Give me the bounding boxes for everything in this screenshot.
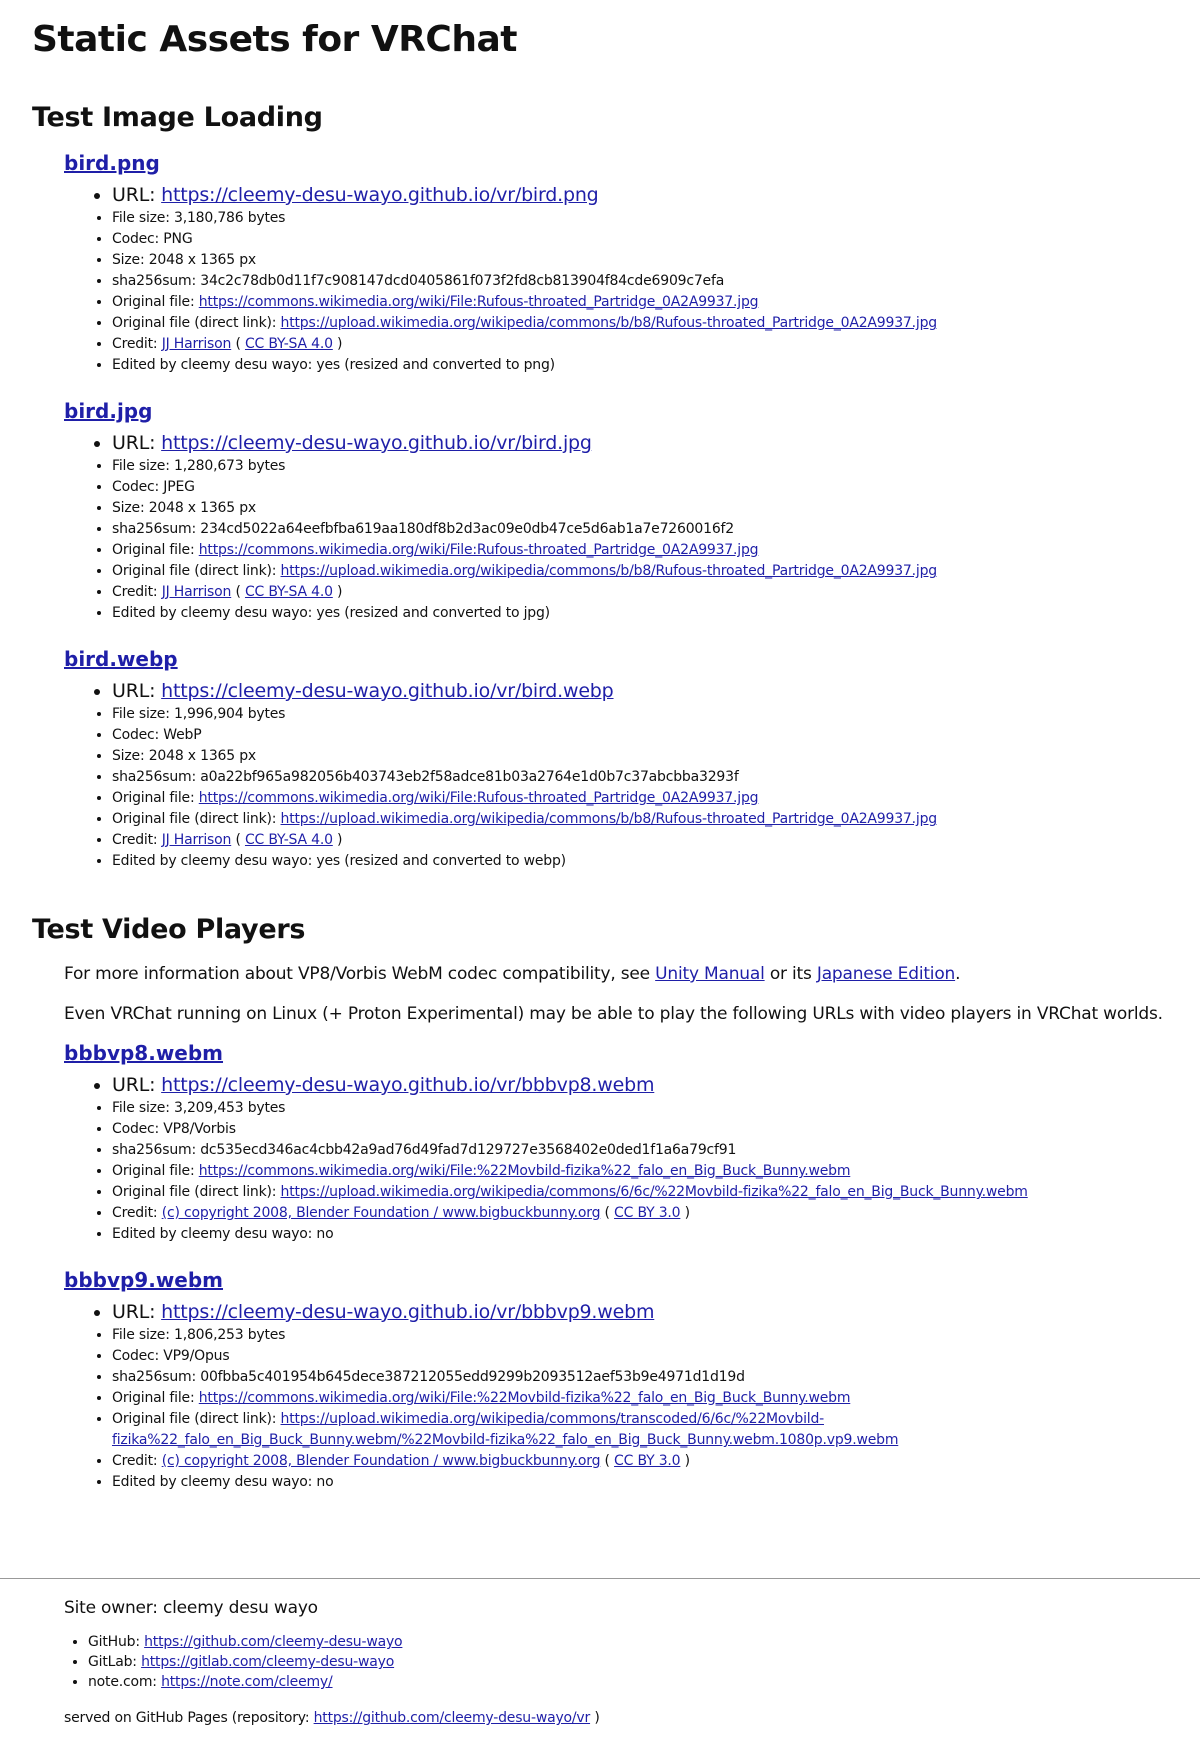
credit-author-link[interactable]: (c) copyright 2008, Blender Foundation / www.bigbuckbunny.org: [161, 1205, 601, 1221]
edited-item: • Edited by cleemy desu wayo: no: [112, 1472, 1200, 1493]
asset-heading: [64, 150, 1200, 176]
asset-anchor-link[interactable]: bird.png: [64, 151, 160, 175]
original-label: Original file:: [112, 294, 195, 310]
credit-label: Credit:: [112, 584, 158, 600]
footer-link-note: [88, 1672, 1200, 1692]
videos-section: [64, 962, 1200, 1493]
license-link[interactable]: CC BY-SA 4.0: [244, 832, 333, 848]
sha256-item: • sha256sum: 00fbba5c401954b645dece387212055edd9299b2093512aef53b9e4971d1d19d: [112, 1367, 1200, 1388]
original-label: Original file:: [112, 1390, 195, 1406]
url-item: [112, 430, 1200, 456]
original-file-item: [112, 292, 1200, 313]
direct-file-link[interactable]: https://upload.wikimedia.org/wikipedia/commons/b/b8/Rufous-throated_Partridge_0A2A9937.jpg: [280, 315, 937, 331]
url-label: URL:: [112, 184, 156, 206]
footer-link-github: [88, 1632, 1200, 1652]
direct-link-line1: https://upload.wikimedia.org/wikipedia/commons/transcoded/6/6c/%22Movbild-: [280, 1411, 824, 1427]
credit-item: • Credit: JJ Harrison ( CC BY-SA 4.0 ): [112, 830, 1200, 851]
served-on-text: [64, 1708, 1200, 1728]
codec-item: • Codec: VP8/Vorbis: [112, 1119, 1200, 1140]
url-item: [112, 1072, 1200, 1098]
credit-label: Credit:: [112, 832, 158, 848]
original-file-item: [112, 1161, 1200, 1182]
info-text: For more information about VP8/Vorbis WebM codec compatibility, see: [64, 964, 650, 984]
served-suffix: ): [594, 1710, 600, 1726]
footer-link-gitlab: [88, 1652, 1200, 1672]
info-text: .: [955, 964, 961, 984]
gitlab-link[interactable]: https://gitlab.com/cleemy-desu-wayo: [141, 1654, 395, 1670]
images-section: [64, 150, 1200, 872]
asset-bird-png: [64, 150, 1200, 376]
direct-file-link[interactable]: https://upload.wikimedia.org/wikipedia/commons/6/6c/%22Movbild-fizika%22_falo_en_Big_Buck_Bunny.webm: [280, 1184, 1028, 1200]
original-file-item: [112, 788, 1200, 809]
direct-link-line2: fizika%22_falo_en_Big_Buck_Bunny.webm/%22Movbild-fizika%22_falo_en_Big_Buck_Bunny.webm.1080p.vp9.webm: [112, 1432, 899, 1448]
original-label: Original file:: [112, 542, 195, 558]
file-size-item: • File size: 3,209,453 bytes: [112, 1098, 1200, 1119]
asset-anchor-link[interactable]: bbbvp9.webm: [64, 1268, 224, 1292]
direct-label: Original file (direct link):: [112, 563, 277, 579]
page-title: Static Assets for VRChat: [32, 19, 517, 60]
direct-link-item: [112, 809, 1200, 830]
footer-link-label: note.com:: [88, 1674, 157, 1690]
footer-separator: [0, 1578, 1200, 1579]
codec-item: • Codec: VP9/Opus: [112, 1346, 1200, 1367]
direct-file-link[interactable]: https://upload.wikimedia.org/wikipedia/commons/b/b8/Rufous-throated_Partridge_0A2A9937.jpg: [280, 563, 937, 579]
file-size-item: • File size: 3,180,786 bytes: [112, 208, 1200, 229]
edited-item: • Edited by cleemy desu wayo: yes (resized and converted to jpg): [112, 603, 1200, 624]
original-file-link[interactable]: https://commons.wikimedia.org/wiki/File:%22Movbild-fizika%22_falo_en_Big_Buck_Bunny.webm: [198, 1163, 851, 1179]
original-file-item: [112, 540, 1200, 561]
asset-anchor-link[interactable]: bird.webp: [64, 647, 178, 671]
codec-item: • Codec: WebP: [112, 725, 1200, 746]
url-label: URL:: [112, 432, 156, 454]
credit-item: • Credit: JJ Harrison ( CC BY-SA 4.0 ): [112, 582, 1200, 603]
size-item: • Size: 2048 x 1365 px: [112, 498, 1200, 519]
url-link[interactable]: https://cleemy-desu-wayo.github.io/vr/bird.jpg: [161, 432, 592, 454]
edited-item: • Edited by cleemy desu wayo: no: [112, 1224, 1200, 1245]
asset-details-list: [64, 182, 1200, 376]
url-link[interactable]: https://cleemy-desu-wayo.github.io/vr/bbbvp8.webm: [161, 1074, 655, 1096]
credit-label: Credit:: [112, 336, 158, 352]
asset-details-list: [64, 678, 1200, 872]
footer-links-list: [64, 1632, 1200, 1692]
credit-author-link[interactable]: JJ Harrison: [161, 584, 232, 600]
original-file-item: [112, 1388, 1200, 1409]
edited-item: • Edited by cleemy desu wayo: yes (resized and converted to webp): [112, 851, 1200, 872]
footer: [64, 1596, 1200, 1728]
direct-file-link[interactable]: https://upload.wikimedia.org/wikipedia/commons/b/b8/Rufous-throated_Partridge_0A2A9937.jpg: [280, 811, 937, 827]
original-file-link[interactable]: https://commons.wikimedia.org/wiki/File:Rufous-throated_Partridge_0A2A9937.jpg: [198, 542, 759, 558]
footer-link-label: GitHub:: [88, 1634, 140, 1650]
direct-link-item: [112, 313, 1200, 334]
codec-item: • Codec: PNG: [112, 229, 1200, 250]
credit-label: Credit:: [112, 1453, 158, 1469]
direct-link-item: [112, 1409, 1200, 1451]
sha256-item: • sha256sum: 34c2c78db0d11f7c908147dcd0405861f073f2fd8cb813904f84cde6909c7efa: [112, 271, 1200, 292]
url-item: [112, 678, 1200, 704]
repository-link[interactable]: https://github.com/cleemy-desu-wayo/vr: [313, 1710, 591, 1726]
url-link[interactable]: https://cleemy-desu-wayo.github.io/vr/bbbvp9.webm: [161, 1301, 655, 1323]
sha256-item: • sha256sum: a0a22bf965a982056b403743eb2f58adce81b03a2764e1d0b7c37abcbba3293f: [112, 767, 1200, 788]
direct-label: Original file (direct link):: [112, 1184, 277, 1200]
japanese-edition-link[interactable]: Japanese Edition: [816, 964, 956, 984]
direct-link-item: [112, 1182, 1200, 1203]
url-item: [112, 182, 1200, 208]
asset-anchor-link[interactable]: bbbvp8.webm: [64, 1041, 224, 1065]
note-link[interactable]: https://note.com/cleemy/: [161, 1674, 333, 1690]
footer-link-label: GitLab:: [88, 1654, 137, 1670]
license-link[interactable]: CC BY 3.0: [614, 1205, 681, 1221]
size-item: • Size: 2048 x 1365 px: [112, 746, 1200, 767]
original-label: Original file:: [112, 1163, 195, 1179]
sha256-item: • sha256sum: dc535ecd346ac4cbb42a9ad76d49fad7d129727e3568402e0ded1f1a6a79cf91: [112, 1140, 1200, 1161]
url-item: [112, 1299, 1200, 1325]
asset-heading: [64, 1267, 1200, 1293]
license-link[interactable]: CC BY-SA 4.0: [244, 336, 333, 352]
site-owner: Site owner: cleemy desu wayo: [64, 1598, 318, 1618]
images-section-heading: Test Image Loading: [32, 102, 323, 133]
asset-anchor-link[interactable]: bird.jpg: [64, 399, 153, 423]
direct-label: Original file (direct link):: [112, 1411, 277, 1427]
credit-author-link[interactable]: JJ Harrison: [161, 832, 232, 848]
url-label: URL:: [112, 680, 156, 702]
unity-manual-link[interactable]: Unity Manual: [655, 964, 765, 984]
original-file-link[interactable]: https://commons.wikimedia.org/wiki/File:Rufous-throated_Partridge_0A2A9937.jpg: [198, 294, 759, 310]
credit-label: Credit:: [112, 1205, 158, 1221]
github-link[interactable]: https://github.com/cleemy-desu-wayo: [144, 1634, 403, 1650]
asset-heading: [64, 398, 1200, 424]
asset-details-list: [64, 1072, 1200, 1245]
asset-bird-webp: [64, 646, 1200, 872]
credit-author-link[interactable]: JJ Harrison: [161, 336, 232, 352]
url-link[interactable]: https://cleemy-desu-wayo.github.io/vr/bird.webp: [161, 680, 614, 702]
direct-label: Original file (direct link):: [112, 811, 277, 827]
asset-heading: [64, 646, 1200, 672]
file-size-item: • File size: 1,996,904 bytes: [112, 704, 1200, 725]
direct-link-item: [112, 561, 1200, 582]
original-label: Original file:: [112, 790, 195, 806]
file-size-item: • File size: 1,280,673 bytes: [112, 456, 1200, 477]
served-prefix: served on GitHub Pages (repository:: [64, 1710, 310, 1726]
credit-item: • Credit: JJ Harrison ( CC BY-SA 4.0 ): [112, 334, 1200, 355]
asset-bbbvp9-webm: [64, 1267, 1200, 1493]
sha256-item: • sha256sum: 234cd5022a64eefbfba619aa180df8b2d3ac09e0db47ce5d6ab1a7e7260016f2: [112, 519, 1200, 540]
info-text: or its: [769, 964, 812, 984]
credit-item: • Credit: (c) copyright 2008, Blender Foundation / www.bigbuckbunny.org ( CC BY 3.0 ): [112, 1203, 1200, 1224]
asset-details-list: [64, 1299, 1200, 1493]
original-file-link[interactable]: https://commons.wikimedia.org/wiki/File:%22Movbild-fizika%22_falo_en_Big_Buck_Bunny.webm: [198, 1390, 851, 1406]
edited-item: • Edited by cleemy desu wayo: yes (resized and converted to png): [112, 355, 1200, 376]
asset-heading: [64, 1040, 1200, 1066]
linux-info-paragraph: Even VRChat running on Linux (+ Proton Experimental) may be able to play the following URLs with video players in VRChat worlds.: [64, 1004, 1163, 1024]
credit-author-link[interactable]: (c) copyright 2008, Blender Foundation / www.bigbuckbunny.org: [161, 1453, 601, 1469]
videos-section-heading: Test Video Players: [32, 914, 306, 945]
asset-details-list: [64, 430, 1200, 624]
license-link[interactable]: CC BY-SA 4.0: [244, 584, 333, 600]
asset-bird-jpg: [64, 398, 1200, 624]
direct-label: Original file (direct link):: [112, 315, 277, 331]
file-size-item: • File size: 1,806,253 bytes: [112, 1325, 1200, 1346]
license-link[interactable]: CC BY 3.0: [614, 1453, 681, 1469]
url-label: URL:: [112, 1301, 156, 1323]
codec-item: • Codec: JPEG: [112, 477, 1200, 498]
url-link[interactable]: https://cleemy-desu-wayo.github.io/vr/bird.png: [161, 184, 599, 206]
url-label: URL:: [112, 1074, 156, 1096]
codec-info-paragraph: [64, 962, 1200, 986]
original-file-link[interactable]: https://commons.wikimedia.org/wiki/File:Rufous-throated_Partridge_0A2A9937.jpg: [198, 790, 759, 806]
asset-bbbvp8-webm: [64, 1040, 1200, 1245]
size-item: • Size: 2048 x 1365 px: [112, 250, 1200, 271]
credit-item: • Credit: (c) copyright 2008, Blender Foundation / www.bigbuckbunny.org ( CC BY 3.0 ): [112, 1451, 1200, 1472]
